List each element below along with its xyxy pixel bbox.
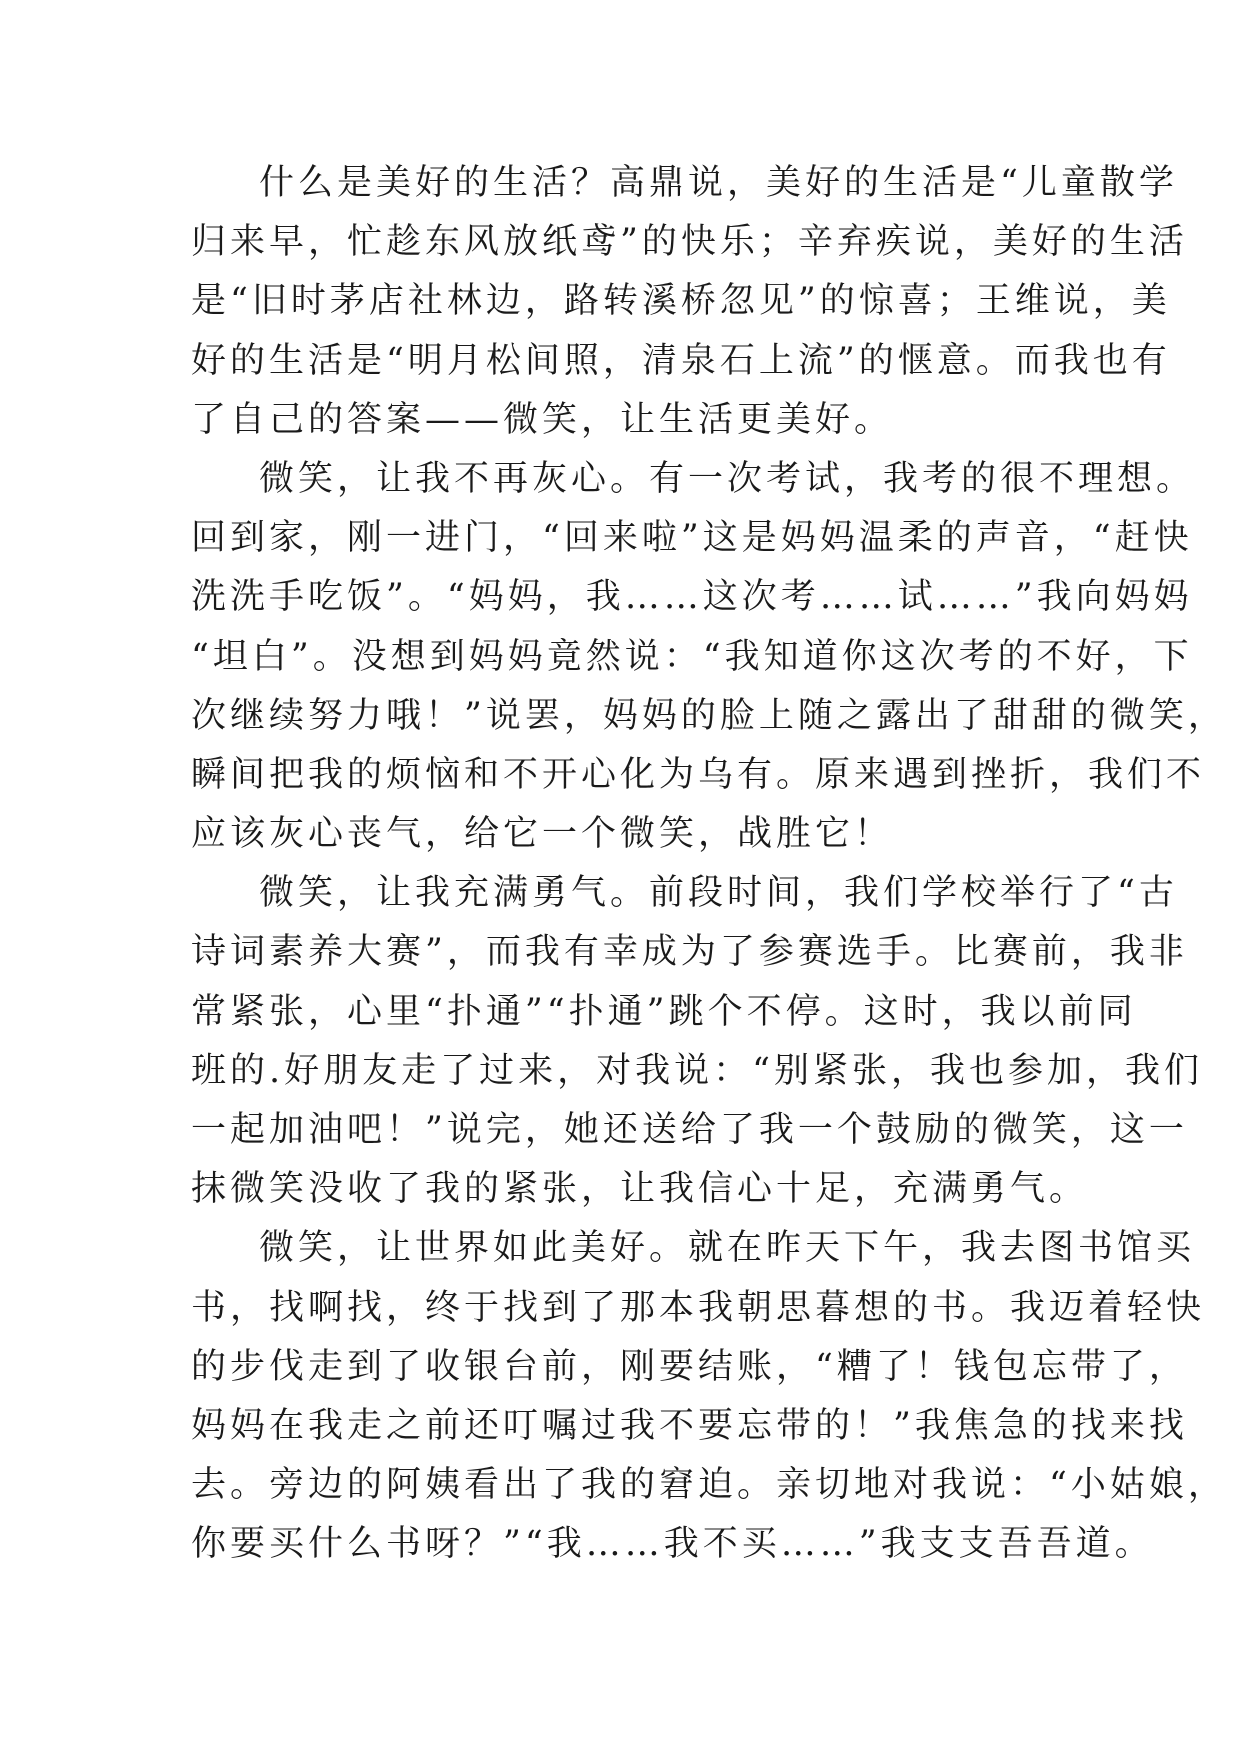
text-line: 去。旁边的阿姨看出了我的窘迫。亲切地对我说：“小姑娘， [191,1465,1227,1506]
text-line: “坦白”。没想到妈妈竟然说：“我知道你这次考的不好，下 [191,636,1193,677]
text-line: 常紧张，心里“扑通”“扑通”跳个不停。这时，我以前同 [191,991,1137,1032]
text-line: 回到家，刚一进门，“回来啦”这是妈妈温柔的声音，“赶快 [191,518,1193,559]
text-line: 微笑，让我不再灰心。有一次考试，我考的很不理想。 [259,458,1196,499]
text-line: 次继续努力哦！”说罢，妈妈的脸上随之露出了甜甜的微笑， [191,695,1227,736]
text-line: 洗洗手吃饭”。“妈妈，我……这次考……试……”我向妈妈 [191,577,1193,618]
text-line: 抹微笑没收了我的紧张，让我信心十足，充满勇气。 [191,1169,1089,1210]
text-line: 了自己的答案——微笑，让生活更美好。 [191,399,894,440]
text-line: 应该灰心丧气，给它一个微笑，战胜它！ [191,814,894,855]
text-line: 是“旧时茅店社林边，路转溪桥忽见”的惊喜；王维说，美 [191,281,1171,322]
text-line: 妈妈在我走之前还叮嘱过我不要忘带的！”我焦急的找来找 [191,1405,1188,1446]
text-line: 瞬间把我的烦恼和不开心化为乌有。原来遇到挫折，我们不 [191,754,1206,795]
essay-body [191,154,1227,1575]
text-line: 什么是美好的生活？高鼎说，美好的生活是“儿童散学 [259,163,1178,203]
text-line: 书，找啊找，终于找到了那本我朝思暮想的书。我迈着轻快 [191,1287,1206,1328]
text-line: 归来早，忙趁东风放纸鸢”的快乐；辛弃疾说，美好的生活 [191,222,1188,263]
text-line: 的步伐走到了收银台前，刚要结账，“糟了！钱包忘带了， [191,1346,1188,1387]
text-line: 好的生活是“明月松间照，清泉石上流”的惬意。而我也有 [191,340,1171,381]
text-line: 诗词素养大赛”，而我有幸成为了参赛选手。比赛前，我非 [191,932,1188,973]
text-line: 微笑，让世界如此美好。就在昨天下午，我去图书馆买 [259,1228,1196,1269]
text-line: 微笑，让我充满勇气。前段时间，我们学校举行了“古 [259,873,1178,914]
text-line: 一起加油吧！”说完，她还送给了我一个鼓励的微笑，这一 [191,1110,1188,1150]
text-line: 班的.好朋友走了过来，对我说：“别紧张，我也参加，我们 [191,1050,1204,1091]
text-line: 你要买什么书呀？”“我……我不买……”我支支吾吾道。 [191,1524,1154,1565]
